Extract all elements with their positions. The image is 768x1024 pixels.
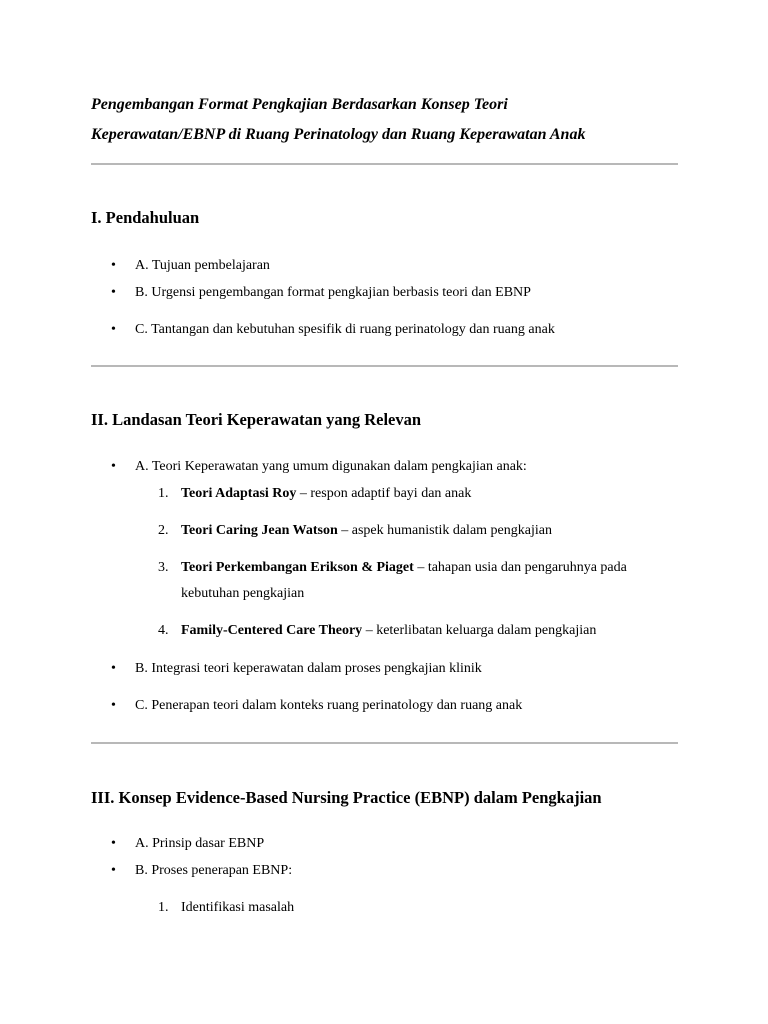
section-heading-1: I. Pendahuluan — [91, 208, 200, 227]
bullet-icon: • — [111, 258, 116, 273]
section-heading-2: II. Landasan Teori Keperawatan yang Relevan — [91, 410, 422, 429]
bullet-icon: • — [111, 322, 116, 337]
bullet-icon: • — [111, 459, 116, 474]
bullet-icon: • — [111, 863, 116, 878]
bullet-icon: • — [111, 836, 116, 851]
document-title — [91, 90, 678, 150]
title-line-2: Keperawatan/EBNP di Ruang Perinatology dan Ruang Keperawatan Anak — [91, 126, 586, 143]
bullet-icon: • — [111, 285, 116, 300]
horizontal-rule — [91, 163, 678, 165]
title-line-1: Pengembangan Format Pengkajian Berdasarkan Konsep Teori — [91, 96, 508, 113]
section-heading-3: III. Konsep Evidence-Based Nursing Practice (EBNP) dalam Pengkajian — [91, 788, 602, 807]
bullet-icon: • — [111, 698, 116, 713]
horizontal-rule — [91, 365, 678, 367]
bullet-icon: • — [111, 661, 116, 676]
horizontal-rule — [91, 742, 678, 744]
